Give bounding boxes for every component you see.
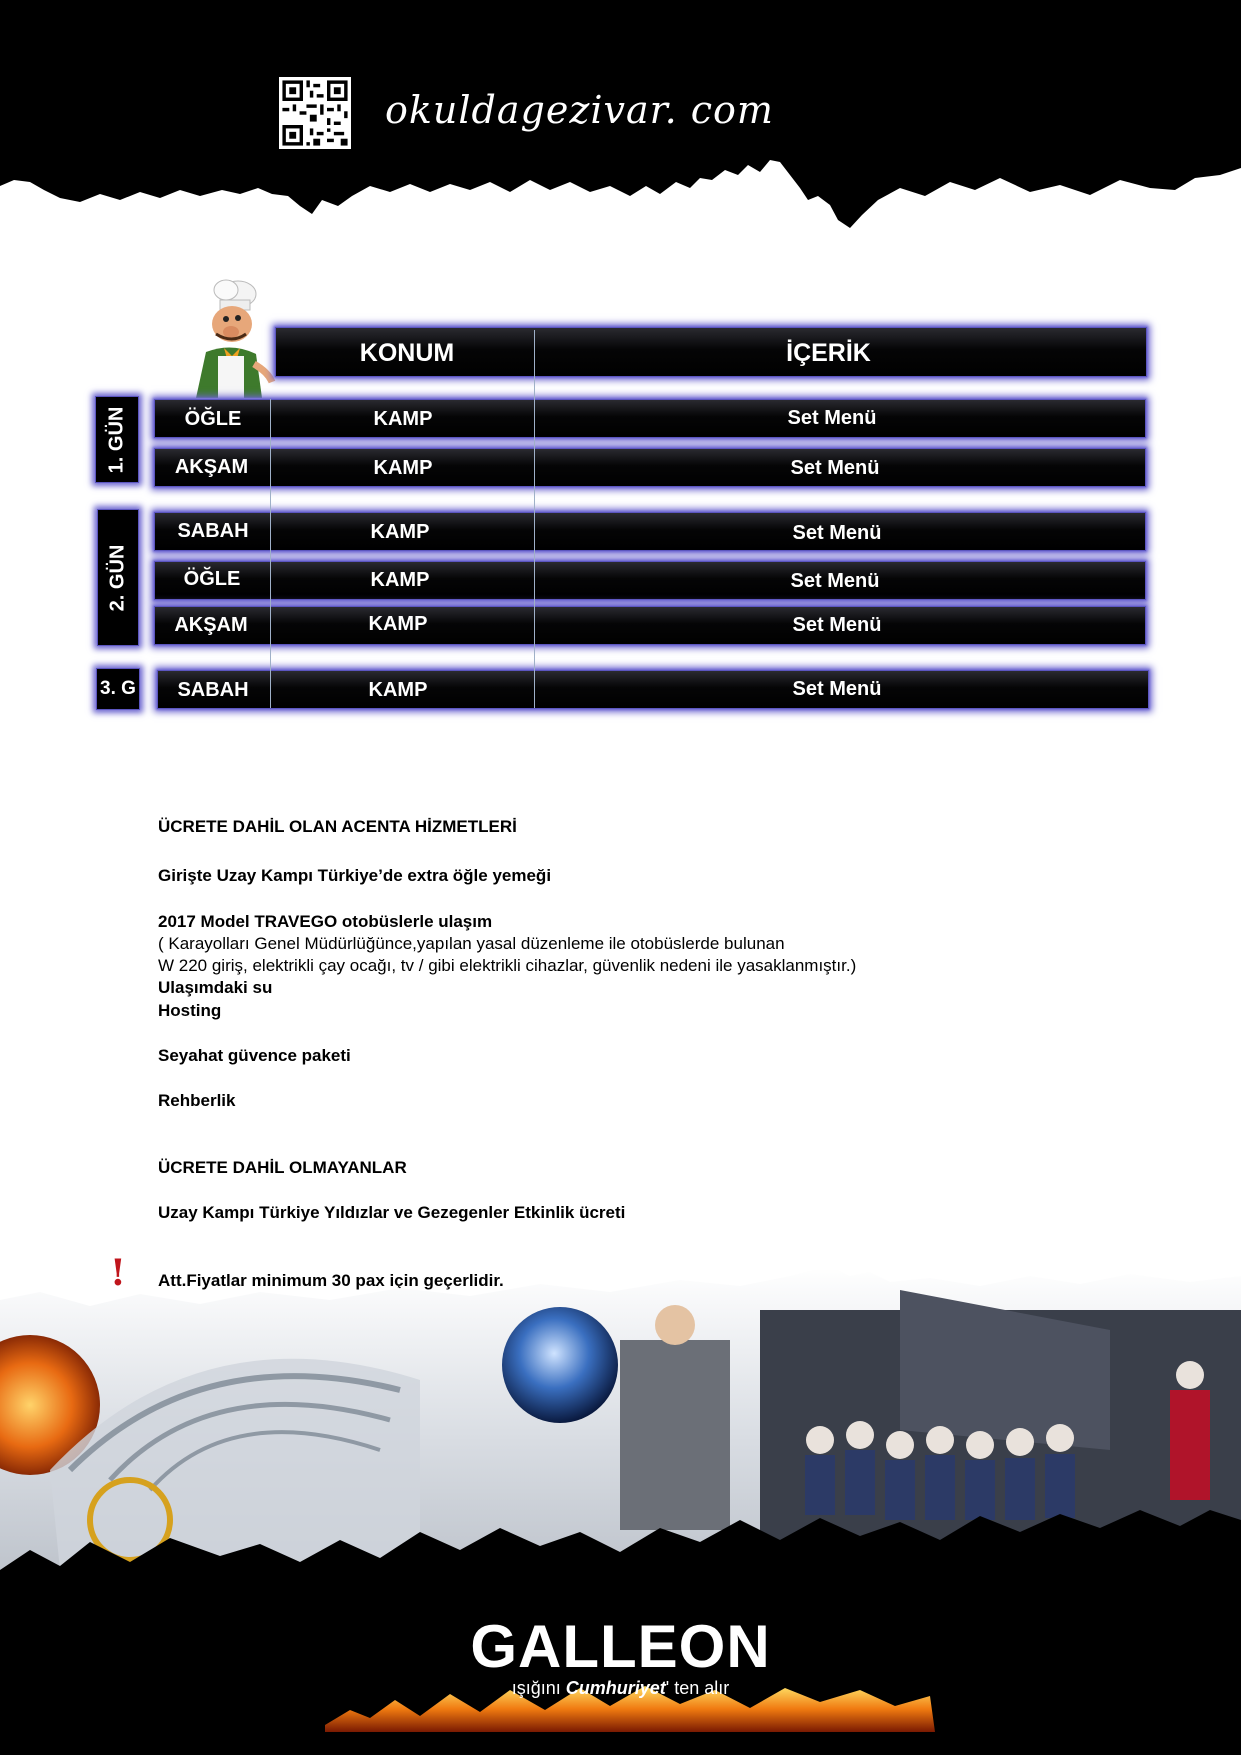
included-heading: ÜCRETE DAHİL OLAN ACENTA HİZMETLERİ bbox=[158, 817, 517, 836]
included-item: Ulaşımdaki su bbox=[158, 978, 273, 997]
included-note: W 220 giriş, elektrikli çay ocağı, tv / gibi elektrikli cihazlar, güvenlik nedeni ile yasaklanmıştır.) bbox=[158, 956, 857, 975]
warning-icon: ! bbox=[110, 1252, 126, 1294]
brand-logo: GALLEON bbox=[470, 1613, 771, 1680]
day-label-2 bbox=[97, 509, 139, 646]
meal-cell: ÖĞLE bbox=[184, 408, 242, 430]
included-item: Rehberlik bbox=[158, 1091, 236, 1110]
brand-slogan bbox=[0, 1678, 1241, 1699]
meal-cell: SABAH bbox=[177, 679, 249, 701]
excluded-heading: ÜCRETE DAHİL OLMAYANLAR bbox=[158, 1158, 407, 1177]
content-cell: Set Menü bbox=[792, 614, 882, 636]
slogan-part: ' ten alır bbox=[665, 1678, 730, 1698]
site-url[interactable]: okuldagezivar. com bbox=[385, 88, 774, 132]
slogan-part: ışığını bbox=[511, 1678, 566, 1698]
content-cell: Set Menü bbox=[790, 457, 880, 479]
content-cell: Set Menü bbox=[787, 407, 877, 429]
content-cell: Set Menü bbox=[792, 522, 882, 544]
included-item: Hosting bbox=[158, 1001, 222, 1020]
location-cell: KAMP bbox=[373, 457, 433, 479]
day-label-2-text: 2. GÜN bbox=[106, 544, 129, 611]
location-cell: KAMP bbox=[370, 521, 430, 543]
column-divider bbox=[534, 330, 535, 708]
meal-cell: SABAH bbox=[177, 520, 249, 542]
column-divider bbox=[270, 399, 271, 708]
content-cell: Set Menü bbox=[790, 570, 880, 592]
day-label-1-text: 1. GÜN bbox=[105, 406, 128, 473]
chef-mascot-illustration bbox=[176, 272, 276, 398]
day-label-3-text: 3. G bbox=[100, 678, 136, 699]
excluded-item: Uzay Kampı Türkiye Yıldızlar ve Gezegenler Etkinlik ücreti bbox=[158, 1203, 626, 1222]
slogan-bold: Cumhuriyet bbox=[565, 1678, 666, 1698]
notice-text: Att.Fiyatlar minimum 30 pax için geçerlidir. bbox=[158, 1271, 504, 1290]
included-note: ( Karayolları Genel Müdürlüğünce,yapılan yasal düzenleme ile otobüslerde bulunan bbox=[158, 934, 785, 953]
location-cell: KAMP bbox=[368, 679, 428, 701]
meal-cell: ÖĞLE bbox=[183, 568, 241, 590]
meal-cell: AKŞAM bbox=[174, 614, 248, 636]
qr-code[interactable] bbox=[279, 77, 351, 149]
location-cell: KAMP bbox=[368, 613, 428, 635]
column-header-content: İÇERİK bbox=[786, 339, 871, 367]
day-label-1 bbox=[95, 396, 139, 483]
meal-cell: AKŞAM bbox=[174, 456, 249, 478]
included-item: Girişte Uzay Kampı Türkiye’de extra öğle yemeği bbox=[158, 866, 552, 885]
included-item: Seyahat güvence paketi bbox=[158, 1046, 351, 1065]
included-item: 2017 Model TRAVEGO otobüslerle ulaşım bbox=[158, 912, 493, 931]
day-label-3 bbox=[96, 668, 140, 710]
location-cell: KAMP bbox=[370, 569, 430, 591]
location-cell: KAMP bbox=[373, 408, 433, 430]
column-header-location: KONUM bbox=[359, 339, 455, 367]
content-cell: Set Menü bbox=[792, 678, 882, 700]
